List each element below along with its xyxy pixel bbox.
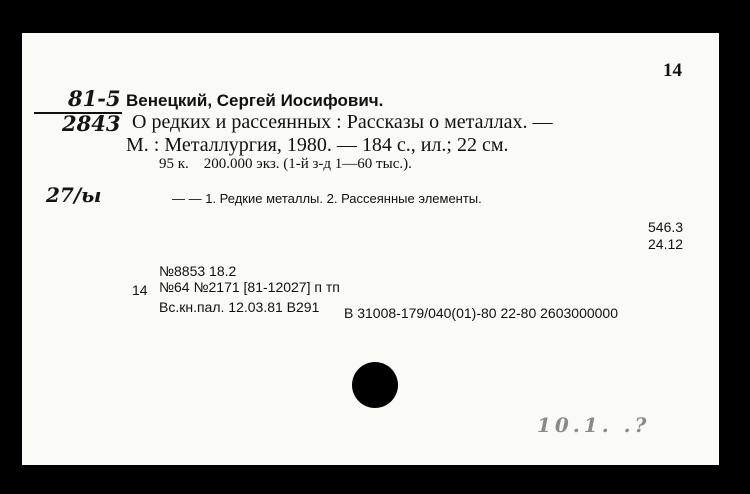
page-number: 14 [663,60,682,81]
publication-code: В 31008-179/040(01)-80 22-80 2603000000 [344,305,619,321]
card-punch-hole [352,362,398,408]
note-line-2: №64 №2171 [81-12027] п тп [159,279,340,295]
author-heading: Венецкий, Сергей Иосифович. [126,91,384,110]
note-line-3: Вс.кн.пал. 12.03.81 В291 [159,299,320,315]
classification-code-1: 546.3 [648,219,684,235]
handwritten-shelf-mark-2: 2843 [62,111,121,136]
note-line-2-prefix: 14 [132,282,148,298]
catalog-card [22,33,719,465]
note-line-1: №8853 18.2 [159,263,237,279]
handwritten-note-left: 27/ы [46,183,102,207]
subject-headings: — — 1. Редкие металлы. 2. Рассеянные элементы. [172,191,482,206]
price-line: 95 к. 200.000 экз. (1-й з-д 1—60 тыс.). [159,156,412,172]
handwritten-shelf-mark-1: 81-5 [68,86,121,111]
title-line-2: М. : Металлургия, 1980. — 184 с., ил.; 22 см. [126,134,509,156]
handwritten-note-bottom: 10.1. .? [537,413,651,437]
title-line-1: О редких и рассеянных : Рассказы о металлах. — [132,111,553,133]
classification-code-2: 24.12 [648,236,684,252]
